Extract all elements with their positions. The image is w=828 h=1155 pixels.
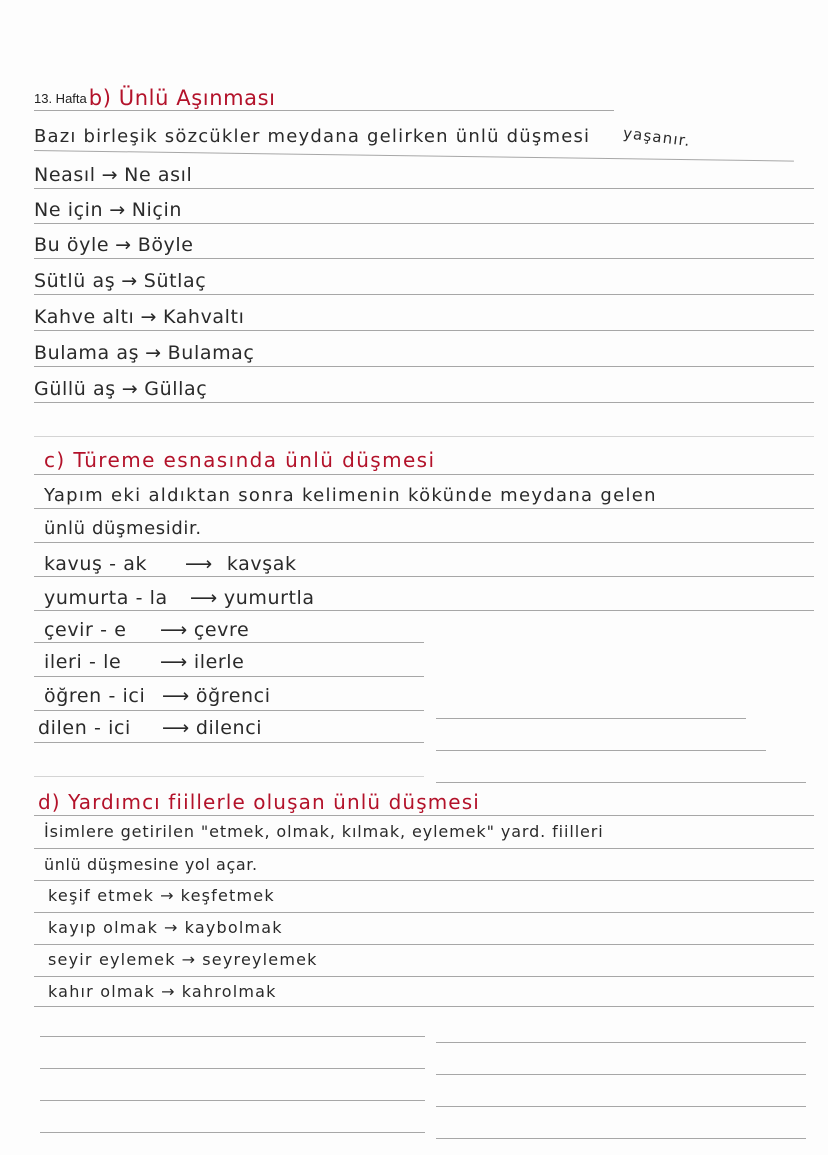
week-label: 13. Hafta	[34, 91, 87, 106]
example-result: Güllaç	[144, 378, 208, 400]
example-result: Böyle	[137, 234, 194, 256]
arrow-icon: →	[109, 199, 126, 221]
example-row	[34, 378, 207, 400]
section-d-description-line1: İsimlere getirilen "etmek, olmak, kılmak, eylemek" yard. fiilleri	[44, 822, 604, 841]
ruled-line	[34, 258, 814, 259]
ruled-line	[34, 742, 424, 743]
example-source: Güllü aş	[34, 378, 116, 400]
ruled-line	[436, 1106, 806, 1107]
ruled-line	[34, 815, 814, 816]
ruled-line	[34, 402, 814, 403]
ruled-line	[34, 642, 424, 643]
example-source: kahır olmak	[48, 982, 156, 1001]
example-source: Ne için	[34, 199, 104, 221]
arrow-icon: →	[140, 306, 157, 328]
section-c-description-line1: Yapım eki aldıktan sonra kelimenin kökünde meydana gelen	[44, 485, 657, 506]
ruled-line	[34, 150, 794, 162]
example-row	[44, 651, 244, 673]
arrow-icon: →	[161, 982, 176, 1001]
arrow-icon: →	[145, 342, 162, 364]
example-source: yumurta - la	[44, 587, 168, 609]
example-row	[44, 685, 271, 707]
example-result: dilenci	[195, 717, 263, 739]
example-source: kavuş - ak	[44, 553, 148, 575]
ruled-line	[34, 710, 424, 711]
ruled-line	[34, 976, 814, 977]
example-source: Bu öyle	[34, 234, 110, 256]
example-result: kavşak	[226, 553, 297, 575]
ruled-line	[34, 1006, 814, 1007]
ruled-line	[34, 776, 424, 777]
example-row	[48, 950, 318, 969]
ruled-line	[40, 1068, 425, 1069]
example-source: ileri - le	[44, 651, 122, 673]
example-source: Bulama aş	[34, 342, 140, 364]
example-source: keşif etmek	[48, 886, 155, 905]
arrow-icon: ⟶	[160, 651, 188, 673]
ruled-line	[34, 508, 814, 509]
ruled-line	[40, 1100, 425, 1101]
section-c-description-line2: ünlü düşmesidir.	[44, 518, 202, 539]
example-result: öğrenci	[195, 685, 271, 707]
example-result: Sütlaç	[143, 270, 207, 292]
ruled-line	[34, 474, 814, 475]
example-row	[48, 918, 283, 937]
example-row	[44, 553, 297, 575]
section-b-description-part1: Bazı birleşik sözcükler meydana gelirken ünlü düşmesi	[34, 126, 591, 147]
example-row	[34, 306, 244, 328]
example-source: Neasıl	[34, 164, 96, 186]
example-result: kahrolmak	[181, 982, 277, 1001]
arrow-icon: ⟶	[162, 685, 190, 707]
example-row	[48, 886, 275, 905]
ruled-line	[34, 912, 814, 913]
ruled-line	[34, 223, 814, 224]
example-row	[38, 717, 262, 739]
example-result: Kahvaltı	[162, 306, 245, 328]
ruled-line	[34, 188, 814, 189]
ruled-line	[34, 542, 814, 543]
section-b-description	[34, 123, 692, 151]
section-c-heading: c) Türeme esnasında ünlü düşmesi	[44, 448, 436, 472]
ruled-line	[34, 110, 614, 111]
example-result: keşfetmek	[180, 886, 275, 905]
ruled-line	[34, 610, 814, 611]
example-row	[34, 270, 206, 292]
example-source: kayıp olmak	[48, 918, 159, 937]
example-result: çevre	[193, 619, 250, 641]
section-b-description-part2: yaşanır.	[622, 123, 692, 151]
ruled-line	[34, 330, 814, 331]
section-b-heading-row	[34, 86, 276, 110]
section-b-heading: b) Ünlü Aşınması	[88, 86, 276, 110]
example-result: kaybolmak	[184, 918, 283, 937]
example-source: Kahve altı	[34, 306, 135, 328]
arrow-icon: ⟶	[160, 619, 188, 641]
arrow-icon: →	[160, 886, 175, 905]
example-result: Niçin	[131, 199, 182, 221]
example-row	[48, 982, 277, 1001]
ruled-line	[436, 750, 766, 751]
ruled-line	[34, 576, 814, 577]
ruled-line	[436, 1074, 806, 1075]
arrow-icon: ⟶	[190, 587, 218, 609]
ruled-line	[34, 676, 424, 677]
ruled-line	[436, 782, 806, 783]
ruled-line	[436, 718, 746, 719]
ruled-line	[436, 1042, 806, 1043]
ruled-line	[436, 1138, 806, 1139]
example-row	[44, 587, 315, 609]
arrow-icon: →	[115, 234, 132, 256]
arrow-icon: →	[164, 918, 179, 937]
arrow-icon: →	[121, 270, 138, 292]
example-source: Sütlü aş	[34, 270, 116, 292]
ruled-line	[34, 366, 814, 367]
ruled-line	[34, 944, 814, 945]
example-row	[34, 199, 182, 221]
example-result: Ne asıl	[124, 164, 193, 186]
example-row	[44, 619, 249, 641]
example-source: öğren - ici	[44, 685, 146, 707]
arrow-icon: →	[101, 164, 119, 186]
ruled-line	[34, 848, 814, 849]
ruled-line	[34, 880, 814, 881]
ruled-line	[40, 1036, 425, 1037]
arrow-icon: ⟶	[185, 553, 213, 575]
arrow-icon: →	[181, 950, 197, 969]
example-row	[34, 234, 194, 256]
arrow-icon: →	[121, 378, 139, 400]
example-result: yumurtla	[223, 587, 315, 609]
ruled-line	[34, 436, 814, 437]
example-result: Bulamaç	[167, 342, 255, 364]
ruled-line	[34, 294, 814, 295]
example-row	[34, 164, 192, 186]
ruled-line	[40, 1132, 425, 1133]
section-d-heading: d) Yardımcı fiillerle oluşan ünlü düşmesi	[38, 790, 480, 814]
example-source: çevir - e	[44, 619, 127, 641]
arrow-icon: ⟶	[162, 717, 190, 739]
example-row	[34, 342, 254, 364]
example-result: ilerle	[193, 651, 245, 673]
example-source: seyir eylemek	[48, 950, 176, 969]
section-d-description-line2: ünlü düşmesine yol açar.	[44, 855, 258, 874]
example-source: dilen - ici	[38, 717, 131, 739]
example-result: seyreylemek	[202, 950, 318, 969]
